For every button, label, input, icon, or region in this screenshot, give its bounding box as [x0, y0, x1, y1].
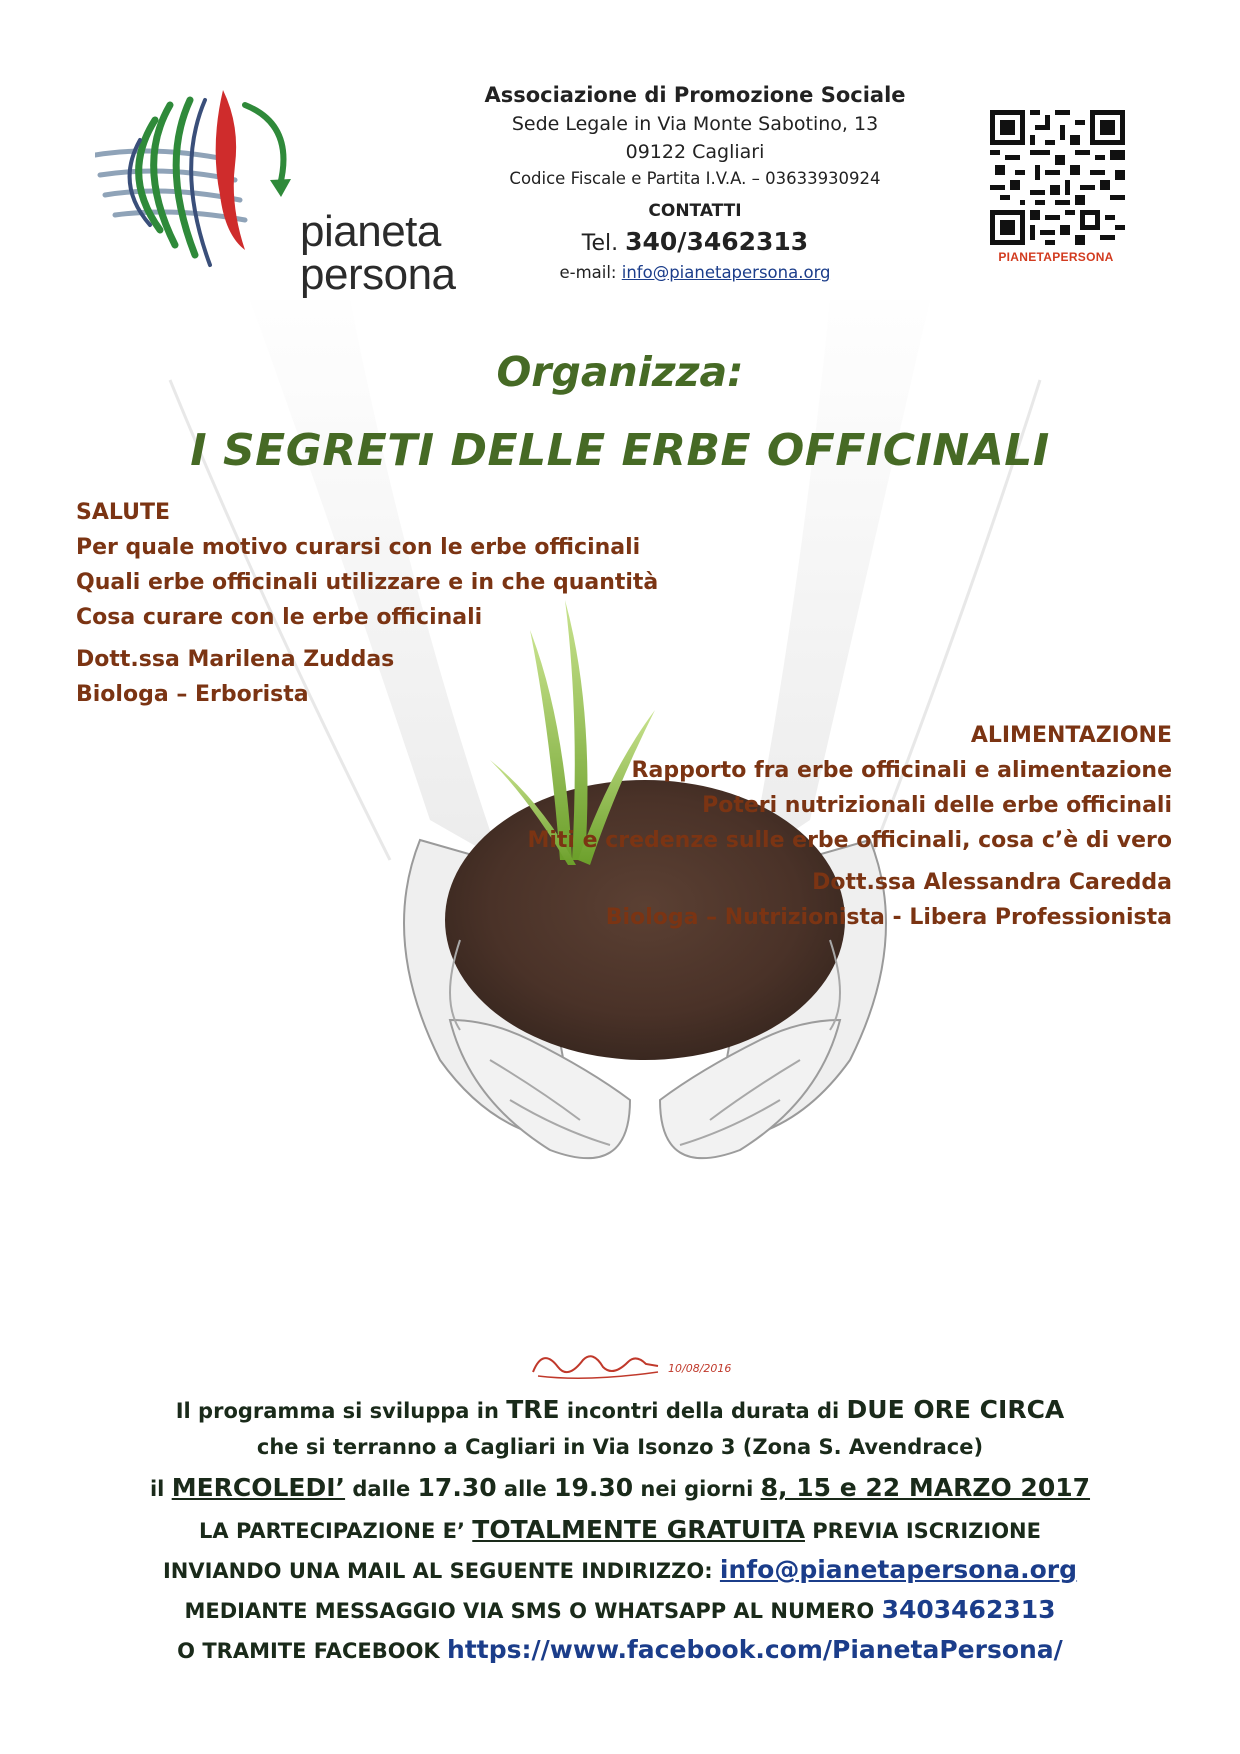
- program-line: [0, 1395, 1240, 1424]
- salute-topic: Cosa curare con le erbe officinali: [76, 605, 483, 630]
- association-info: [455, 80, 935, 285]
- address-line: Sede Legale in Via Monte Sabotino, 13: [511, 112, 879, 135]
- pianeta-persona-logo: [95, 85, 495, 315]
- artist-signature: [528, 1342, 738, 1386]
- schedule-text: nei giorni: [633, 1477, 761, 1501]
- alimentazione-section: [527, 718, 1172, 935]
- salute-section: [76, 495, 658, 712]
- salute-speaker-role: Biologa – Erborista: [76, 682, 309, 707]
- salute-speaker: Dott.ssa Marilena Zuddas: [76, 647, 395, 672]
- alimentazione-speaker: Dott.ssa Alessandra Caredda: [812, 870, 1172, 895]
- weekday: MERCOLEDI’: [171, 1473, 346, 1502]
- salute-heading: SALUTE: [76, 500, 171, 525]
- end-time: 19.30: [554, 1473, 634, 1502]
- participation-text: PREVIA ISCRIZIONE: [804, 1519, 1041, 1543]
- meetings-count: TRE: [506, 1395, 560, 1424]
- contacts-label: CONTATTI: [648, 200, 742, 221]
- start-time: 17.30: [417, 1473, 497, 1502]
- program-text: Il programma si sviluppa in: [175, 1399, 507, 1423]
- email-link[interactable]: info@pianetapersona.org: [621, 262, 831, 282]
- free-badge: TOTALMENTE GRATUITA: [472, 1515, 805, 1544]
- whatsapp-number: 3403462313: [881, 1595, 1056, 1624]
- email-prefix: e-mail:: [559, 262, 617, 282]
- qr-caption: PIANETAPERSONA: [998, 250, 1114, 264]
- email-registration-line: [0, 1555, 1240, 1584]
- association-title: Associazione di Promozione Sociale: [484, 83, 906, 107]
- salute-topic: Quali erbe officinali utilizzare e in che quantità: [76, 570, 659, 595]
- logo-text-line2: persona: [300, 250, 456, 299]
- schedule-text: dalle: [345, 1477, 418, 1501]
- sms-registration-line: [0, 1595, 1240, 1624]
- facebook-registration-line: [0, 1635, 1240, 1664]
- location-line: che si terranno a Cagliari in Via Isonzo 3 (Zona S. Avendrace): [256, 1435, 984, 1459]
- signature-date: 10/08/2016: [668, 1362, 732, 1375]
- organizza-heading: Organizza:: [496, 348, 744, 396]
- phone-line: [455, 224, 935, 261]
- program-text: incontri della durata di: [559, 1399, 847, 1423]
- logo-text-line1: pianeta: [300, 207, 441, 256]
- schedule-line: [0, 1473, 1240, 1502]
- signature-icon: [528, 1342, 738, 1386]
- qr-code-icon: [990, 110, 1125, 245]
- registration-text: INVIANDO UNA MAIL AL SEGUENTE INDIRIZZO:: [162, 1559, 720, 1583]
- facebook-link[interactable]: https://www.facebook.com/PianetaPersona/: [447, 1635, 1063, 1664]
- alimentazione-speaker-role: Biologa – Nutrizionista - Libera Professionista: [605, 905, 1172, 930]
- qr-code: [990, 110, 1125, 245]
- registration-text: O TRAMITE FACEBOOK: [177, 1639, 448, 1663]
- email-line: [455, 261, 935, 285]
- free-participation-line: [0, 1515, 1240, 1544]
- duration: DUE ORE CIRCA: [846, 1395, 1065, 1424]
- alimentazione-topic: Miti e credenze sulle erbe officinali, cosa c’è di vero: [527, 828, 1172, 853]
- registration-email-link[interactable]: info@pianetapersona.org: [719, 1555, 1078, 1584]
- phone-prefix: Tel.: [581, 230, 619, 256]
- alimentazione-heading: ALIMENTAZIONE: [970, 723, 1172, 748]
- participation-text: LA PARTECIPAZIONE E’: [199, 1519, 473, 1543]
- event-title: I SEGRETI DELLE ERBE OFFICINALI: [190, 425, 1050, 476]
- alimentazione-topic: Poteri nutrizionali delle erbe officinali: [702, 793, 1172, 818]
- alimentazione-topic: Rapporto fra erbe officinali e alimentazione: [631, 758, 1172, 783]
- registration-text: MEDIANTE MESSAGGIO VIA SMS O WHATSAPP AL NUMERO: [184, 1599, 882, 1623]
- schedule-text: alle: [496, 1477, 555, 1501]
- fiscal-code: Codice Fiscale e Partita I.V.A. – 03633930924: [509, 168, 881, 188]
- salute-topic: Per quale motivo curarsi con le erbe officinali: [76, 535, 641, 560]
- city-line: 09122 Cagliari: [625, 140, 765, 163]
- schedule-text: il: [149, 1477, 172, 1501]
- phone-number: 340/3462313: [625, 226, 809, 256]
- event-dates: 8, 15 e 22 MARZO 2017: [760, 1473, 1091, 1502]
